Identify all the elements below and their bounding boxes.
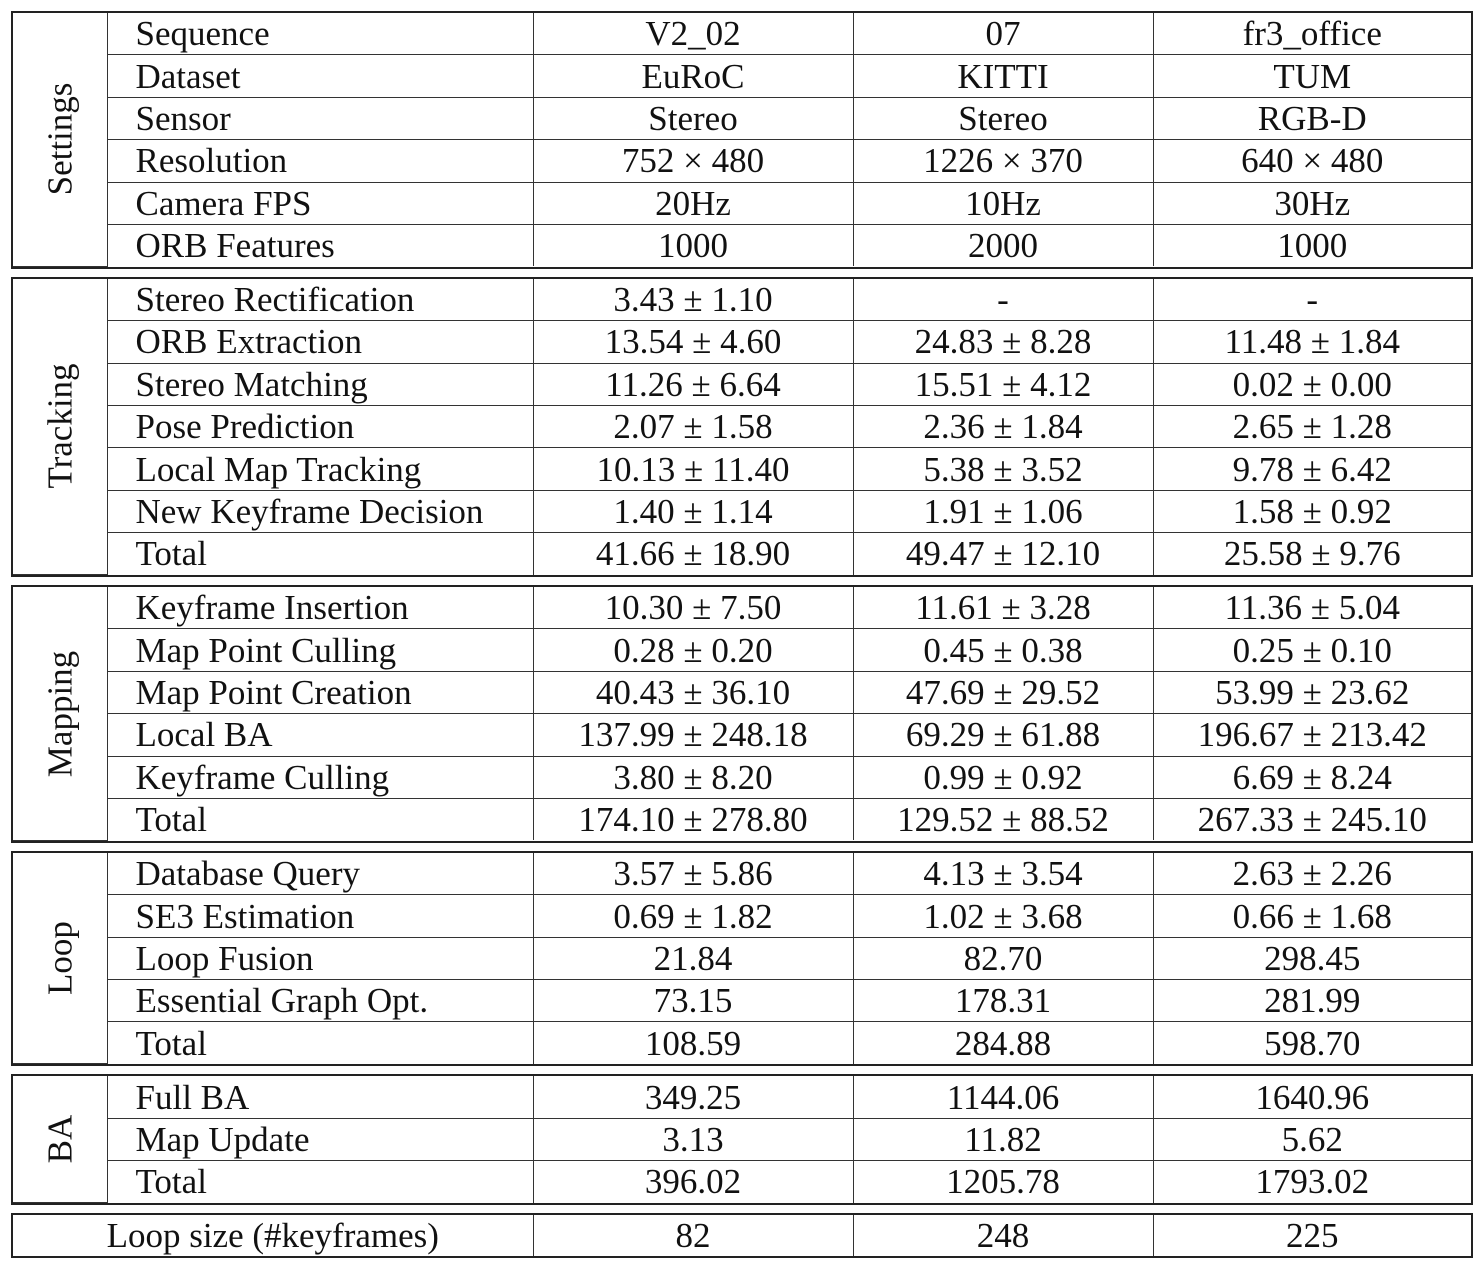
value-cell: 11.61 ± 3.28: [853, 587, 1153, 629]
row-label: Keyframe Insertion: [107, 587, 533, 629]
value-cell: 82: [533, 1215, 853, 1256]
value-cell: -: [1153, 279, 1471, 321]
value-cell: TUM: [1153, 55, 1471, 97]
value-cell: Stereo: [853, 97, 1153, 139]
value-cell: 41.66 ± 18.90: [533, 533, 853, 575]
value-cell: 3.13: [533, 1118, 853, 1160]
table-row: [13, 448, 1471, 490]
value-cell: 598.70: [1153, 1022, 1471, 1064]
value-cell: 10Hz: [853, 182, 1153, 224]
value-cell: 3.80 ± 8.20: [533, 756, 853, 798]
value-cell: 3.43 ± 1.10: [533, 279, 853, 321]
value-cell: 9.78 ± 6.42: [1153, 448, 1471, 490]
table-row: [13, 1022, 1471, 1064]
row-label: Total: [107, 533, 533, 575]
table-row: [13, 182, 1471, 224]
value-cell: 0.45 ± 0.38: [853, 629, 1153, 671]
row-label: SE3 Estimation: [107, 895, 533, 937]
row-label: Pose Prediction: [107, 406, 533, 448]
value-cell: 284.88: [853, 1022, 1153, 1064]
value-cell: 15.51 ± 4.12: [853, 363, 1153, 405]
value-cell: 2.07 ± 1.58: [533, 406, 853, 448]
value-cell: 196.67 ± 213.42: [1153, 714, 1471, 756]
table-row: [13, 853, 1471, 895]
value-cell: 1000: [533, 224, 853, 266]
value-cell: 11.48 ± 1.84: [1153, 321, 1471, 363]
section-table: [13, 853, 1471, 1064]
value-cell: 1000: [1153, 224, 1471, 266]
row-label: Stereo Matching: [107, 363, 533, 405]
table-row: [13, 1118, 1471, 1160]
table-row: [13, 13, 1471, 55]
section-table: [13, 13, 1471, 267]
table-row: [13, 1161, 1471, 1203]
group-label: Loop: [40, 921, 80, 996]
value-cell: 1144.06: [853, 1076, 1153, 1118]
value-cell: Stereo: [533, 97, 853, 139]
value-cell: 5.62: [1153, 1118, 1471, 1160]
row-label: Total: [107, 799, 533, 841]
value-cell: 20Hz: [533, 182, 853, 224]
table-row: [13, 140, 1471, 182]
row-label: Dataset: [107, 55, 533, 97]
table-row: [13, 321, 1471, 363]
value-cell: 640 × 480: [1153, 140, 1471, 182]
value-cell: 73.15: [533, 980, 853, 1022]
row-label: New Keyframe Decision: [107, 490, 533, 532]
row-label: Loop size (#keyframes): [13, 1215, 533, 1256]
group-label-cell: [13, 587, 107, 840]
value-cell: 752 × 480: [533, 140, 853, 182]
table-row: [13, 1215, 1471, 1256]
group-label-cell: [13, 853, 107, 1064]
value-cell: 1205.78: [853, 1161, 1153, 1203]
row-label: Sensor: [107, 97, 533, 139]
loop-section: [11, 851, 1473, 1066]
table-row: [13, 587, 1471, 629]
table-row: [13, 980, 1471, 1022]
value-cell: 248: [853, 1215, 1153, 1256]
row-label: Stereo Rectification: [107, 279, 533, 321]
value-cell: 6.69 ± 8.24: [1153, 756, 1471, 798]
value-cell: 30Hz: [1153, 182, 1471, 224]
table-row: [13, 279, 1471, 321]
group-label-cell: [13, 1076, 107, 1202]
value-cell: 1.40 ± 1.14: [533, 490, 853, 532]
value-cell: 267.33 ± 245.10: [1153, 799, 1471, 841]
value-cell: 5.38 ± 3.52: [853, 448, 1153, 490]
row-label: Full BA: [107, 1076, 533, 1118]
value-cell: 129.52 ± 88.52: [853, 799, 1153, 841]
row-label: Resolution: [107, 140, 533, 182]
row-label: Map Point Creation: [107, 671, 533, 713]
value-cell: 0.99 ± 0.92: [853, 756, 1153, 798]
value-cell: 0.28 ± 0.20: [533, 629, 853, 671]
value-cell: 1640.96: [1153, 1076, 1471, 1118]
value-cell: 349.25: [533, 1076, 853, 1118]
value-cell: EuRoC: [533, 55, 853, 97]
value-cell: -: [853, 279, 1153, 321]
settings-section: [11, 11, 1473, 269]
tracking-section: [11, 277, 1473, 577]
row-label: Camera FPS: [107, 182, 533, 224]
row-label: Keyframe Culling: [107, 756, 533, 798]
value-cell: 10.30 ± 7.50: [533, 587, 853, 629]
mapping-section: [11, 585, 1473, 843]
value-cell: 11.26 ± 6.64: [533, 363, 853, 405]
footer-section: [11, 1213, 1473, 1258]
section-table: [13, 1215, 1471, 1256]
section-table: [13, 587, 1471, 841]
value-cell: 49.47 ± 12.10: [853, 533, 1153, 575]
row-label: Map Update: [107, 1118, 533, 1160]
row-label: Local BA: [107, 714, 533, 756]
row-label: Loop Fusion: [107, 937, 533, 979]
value-cell: KITTI: [853, 55, 1153, 97]
value-cell: 13.54 ± 4.60: [533, 321, 853, 363]
table-row: [13, 937, 1471, 979]
value-cell: 69.29 ± 61.88: [853, 714, 1153, 756]
value-cell: 2.36 ± 1.84: [853, 406, 1153, 448]
value-cell: 47.69 ± 29.52: [853, 671, 1153, 713]
value-cell: 108.59: [533, 1022, 853, 1064]
table-row: [13, 714, 1471, 756]
value-cell: 4.13 ± 3.54: [853, 853, 1153, 895]
table-row: [13, 1076, 1471, 1118]
timing-table: [11, 11, 1473, 1266]
table-row: [13, 406, 1471, 448]
row-label: Total: [107, 1161, 533, 1203]
section-table: [13, 1076, 1471, 1203]
value-cell: 1.58 ± 0.92: [1153, 490, 1471, 532]
table-row: [13, 629, 1471, 671]
value-cell: 11.36 ± 5.04: [1153, 587, 1471, 629]
value-cell: 82.70: [853, 937, 1153, 979]
value-cell: RGB-D: [1153, 97, 1471, 139]
value-cell: 0.66 ± 1.68: [1153, 895, 1471, 937]
value-cell: 40.43 ± 36.10: [533, 671, 853, 713]
value-cell: 2.63 ± 2.26: [1153, 853, 1471, 895]
section-table: [13, 279, 1471, 575]
value-cell: 21.84: [533, 937, 853, 979]
value-cell: 178.31: [853, 980, 1153, 1022]
group-label-cell: [13, 13, 107, 266]
table-row: [13, 363, 1471, 405]
table-row: [13, 895, 1471, 937]
table-row: [13, 756, 1471, 798]
value-cell: 53.99 ± 23.62: [1153, 671, 1471, 713]
group-label: BA: [40, 1114, 80, 1164]
row-label: Database Query: [107, 853, 533, 895]
value-cell: 07: [853, 13, 1153, 55]
value-cell: 24.83 ± 8.28: [853, 321, 1153, 363]
value-cell: 281.99: [1153, 980, 1471, 1022]
table-row: [13, 490, 1471, 532]
row-label: ORB Extraction: [107, 321, 533, 363]
value-cell: 137.99 ± 248.18: [533, 714, 853, 756]
value-cell: 3.57 ± 5.86: [533, 853, 853, 895]
group-label: Mapping: [40, 650, 80, 777]
value-cell: 0.69 ± 1.82: [533, 895, 853, 937]
value-cell: 396.02: [533, 1161, 853, 1203]
value-cell: fr3_office: [1153, 13, 1471, 55]
value-cell: 1.02 ± 3.68: [853, 895, 1153, 937]
value-cell: 225: [1153, 1215, 1471, 1256]
value-cell: 0.25 ± 0.10: [1153, 629, 1471, 671]
table-row: [13, 97, 1471, 139]
value-cell: 298.45: [1153, 937, 1471, 979]
table-row: [13, 533, 1471, 575]
group-label: Tracking: [40, 363, 80, 490]
row-label: Total: [107, 1022, 533, 1064]
row-label: Map Point Culling: [107, 629, 533, 671]
value-cell: 1.91 ± 1.06: [853, 490, 1153, 532]
table-row: [13, 224, 1471, 266]
value-cell: V2_02: [533, 13, 853, 55]
value-cell: 2.65 ± 1.28: [1153, 406, 1471, 448]
row-label: ORB Features: [107, 224, 533, 266]
row-label: Essential Graph Opt.: [107, 980, 533, 1022]
value-cell: 1226 × 370: [853, 140, 1153, 182]
value-cell: 10.13 ± 11.40: [533, 448, 853, 490]
group-label-cell: [13, 279, 107, 575]
group-label: Settings: [40, 83, 80, 196]
value-cell: 1793.02: [1153, 1161, 1471, 1203]
ba-section: [11, 1074, 1473, 1205]
value-cell: 25.58 ± 9.76: [1153, 533, 1471, 575]
row-label: Local Map Tracking: [107, 448, 533, 490]
value-cell: 2000: [853, 224, 1153, 266]
value-cell: 0.02 ± 0.00: [1153, 363, 1471, 405]
table-row: [13, 799, 1471, 841]
table-row: [13, 55, 1471, 97]
row-label: Sequence: [107, 13, 533, 55]
table-row: [13, 671, 1471, 713]
value-cell: 174.10 ± 278.80: [533, 799, 853, 841]
value-cell: 11.82: [853, 1118, 1153, 1160]
